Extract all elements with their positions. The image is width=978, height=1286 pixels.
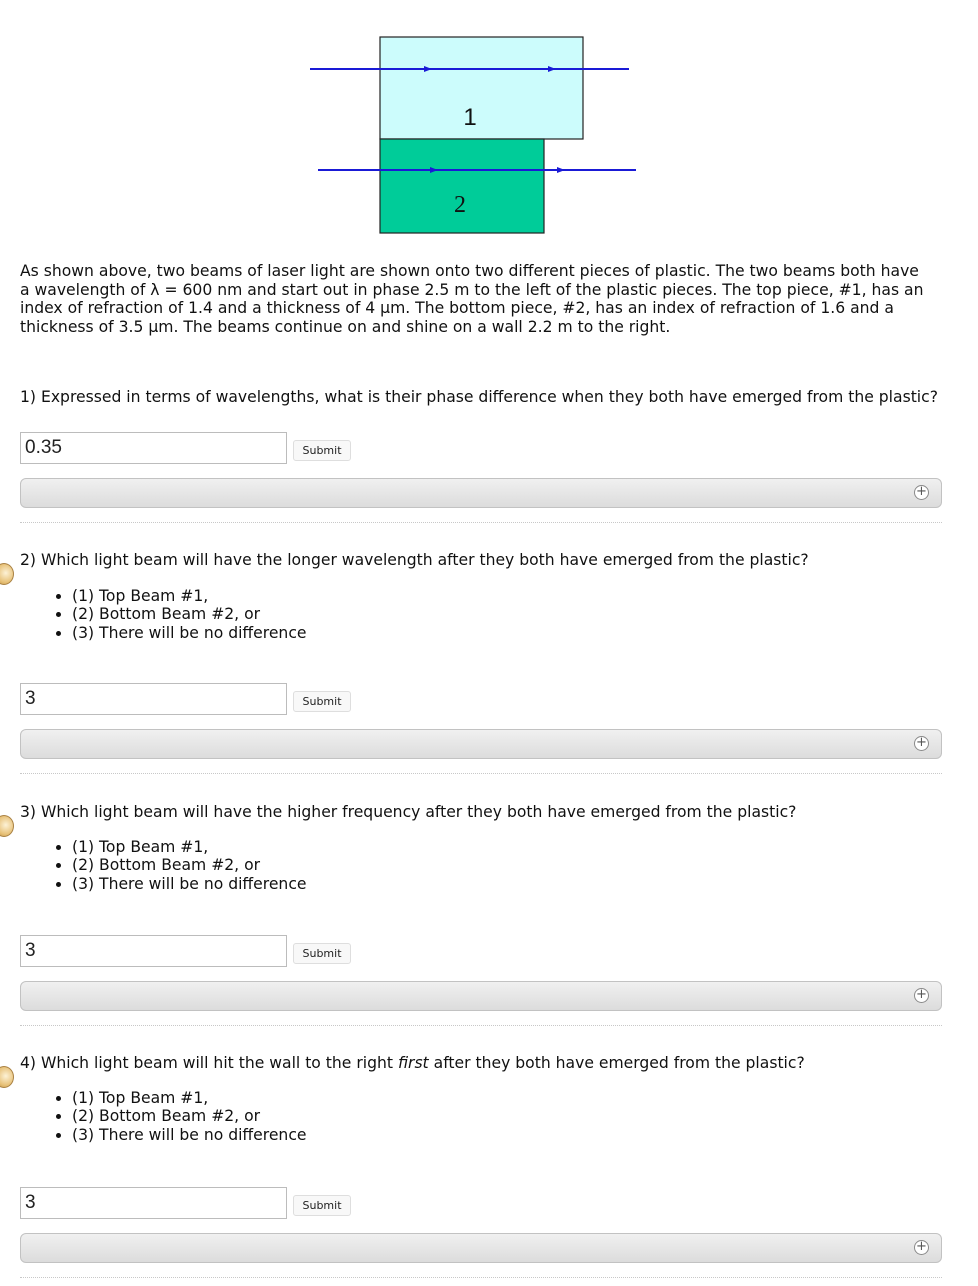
piece-2-label: 2 xyxy=(454,192,466,218)
plastic-pieces-diagram xyxy=(0,0,978,245)
problem-intro: As shown above, two beams of laser light are shown onto two different pieces of plastic. The two beams both have a wavelength of λ = 600 nm and start out in phase 2.5 m to the left of the plastic pieces. The top piece, #1, has an index of refraction of 1.4 and a thickness of 4 μm. The bottom piece, #2, has an index of refraction of 1.6 and a thickness of 3.5 μm. The beams continue on and shine on a wall 2.2 m to the right. xyxy=(20,262,924,336)
piece-1-label: 1 xyxy=(463,104,477,131)
option-item: • (3) There will be no difference xyxy=(72,1126,307,1144)
question-4-text-emphasis: first xyxy=(397,1054,429,1072)
question-1-submit-button[interactable]: Submit xyxy=(293,440,351,461)
question-3-submit-button[interactable]: Submit xyxy=(293,943,351,964)
divider xyxy=(20,522,942,523)
question-3-options xyxy=(0,838,307,893)
question-1-text: 1) Expressed in terms of wavelengths, what is their phase difference when they both have emerged from the plastic? xyxy=(20,388,938,406)
bottom-beam-arrow-2 xyxy=(557,167,565,173)
question-4-submit-button[interactable]: Submit xyxy=(293,1195,351,1216)
option-item: • (2) Bottom Beam #2, or xyxy=(72,605,307,623)
question-2-answer-input[interactable]: 3 xyxy=(20,683,287,715)
divider xyxy=(20,1277,942,1278)
option-item: • (1) Top Beam #1, xyxy=(72,838,307,856)
divider xyxy=(20,1025,942,1026)
question-2-feedback-bar[interactable] xyxy=(20,729,942,759)
clock-icon xyxy=(0,815,14,837)
expand-plus-icon[interactable]: + xyxy=(914,988,929,1003)
option-item: • (2) Bottom Beam #2, or xyxy=(72,856,307,874)
question-3-answer-input[interactable]: 3 xyxy=(20,935,287,967)
option-item: • (2) Bottom Beam #2, or xyxy=(72,1107,307,1125)
plastic-piece-1 xyxy=(380,37,583,139)
expand-plus-icon[interactable]: + xyxy=(914,1240,929,1255)
question-1-answer-input[interactable]: 0.35 xyxy=(20,432,287,464)
option-item: • (1) Top Beam #1, xyxy=(72,1089,307,1107)
question-2-options xyxy=(0,587,307,642)
option-item: • (3) There will be no difference xyxy=(72,624,307,642)
plastic-piece-2 xyxy=(380,139,544,233)
question-2-submit-button[interactable]: Submit xyxy=(293,691,351,712)
expand-plus-icon[interactable]: + xyxy=(914,485,929,500)
question-3-feedback-bar[interactable] xyxy=(20,981,942,1011)
question-4-options xyxy=(0,1089,307,1144)
expand-plus-icon[interactable]: + xyxy=(914,736,929,751)
divider xyxy=(20,773,942,774)
clock-icon xyxy=(0,563,14,585)
question-2-text: 2) Which light beam will have the longer wavelength after they both have emerged from the plastic? xyxy=(20,551,809,569)
option-item: • (1) Top Beam #1, xyxy=(72,587,307,605)
question-3-text: 3) Which light beam will have the higher frequency after they both have emerged from the plastic? xyxy=(20,803,797,821)
option-item: • (3) There will be no difference xyxy=(72,875,307,893)
question-4-answer-input[interactable]: 3 xyxy=(20,1187,287,1219)
question-4-text-start: 4) Which light beam will hit the wall to the right xyxy=(20,1054,398,1072)
question-1-feedback-bar[interactable] xyxy=(20,478,942,508)
question-4-text xyxy=(20,1054,950,1073)
question-4-feedback-bar[interactable] xyxy=(20,1233,942,1263)
clock-icon xyxy=(0,1066,14,1088)
question-4-text-end: after they both have emerged from the plastic? xyxy=(428,1054,805,1072)
